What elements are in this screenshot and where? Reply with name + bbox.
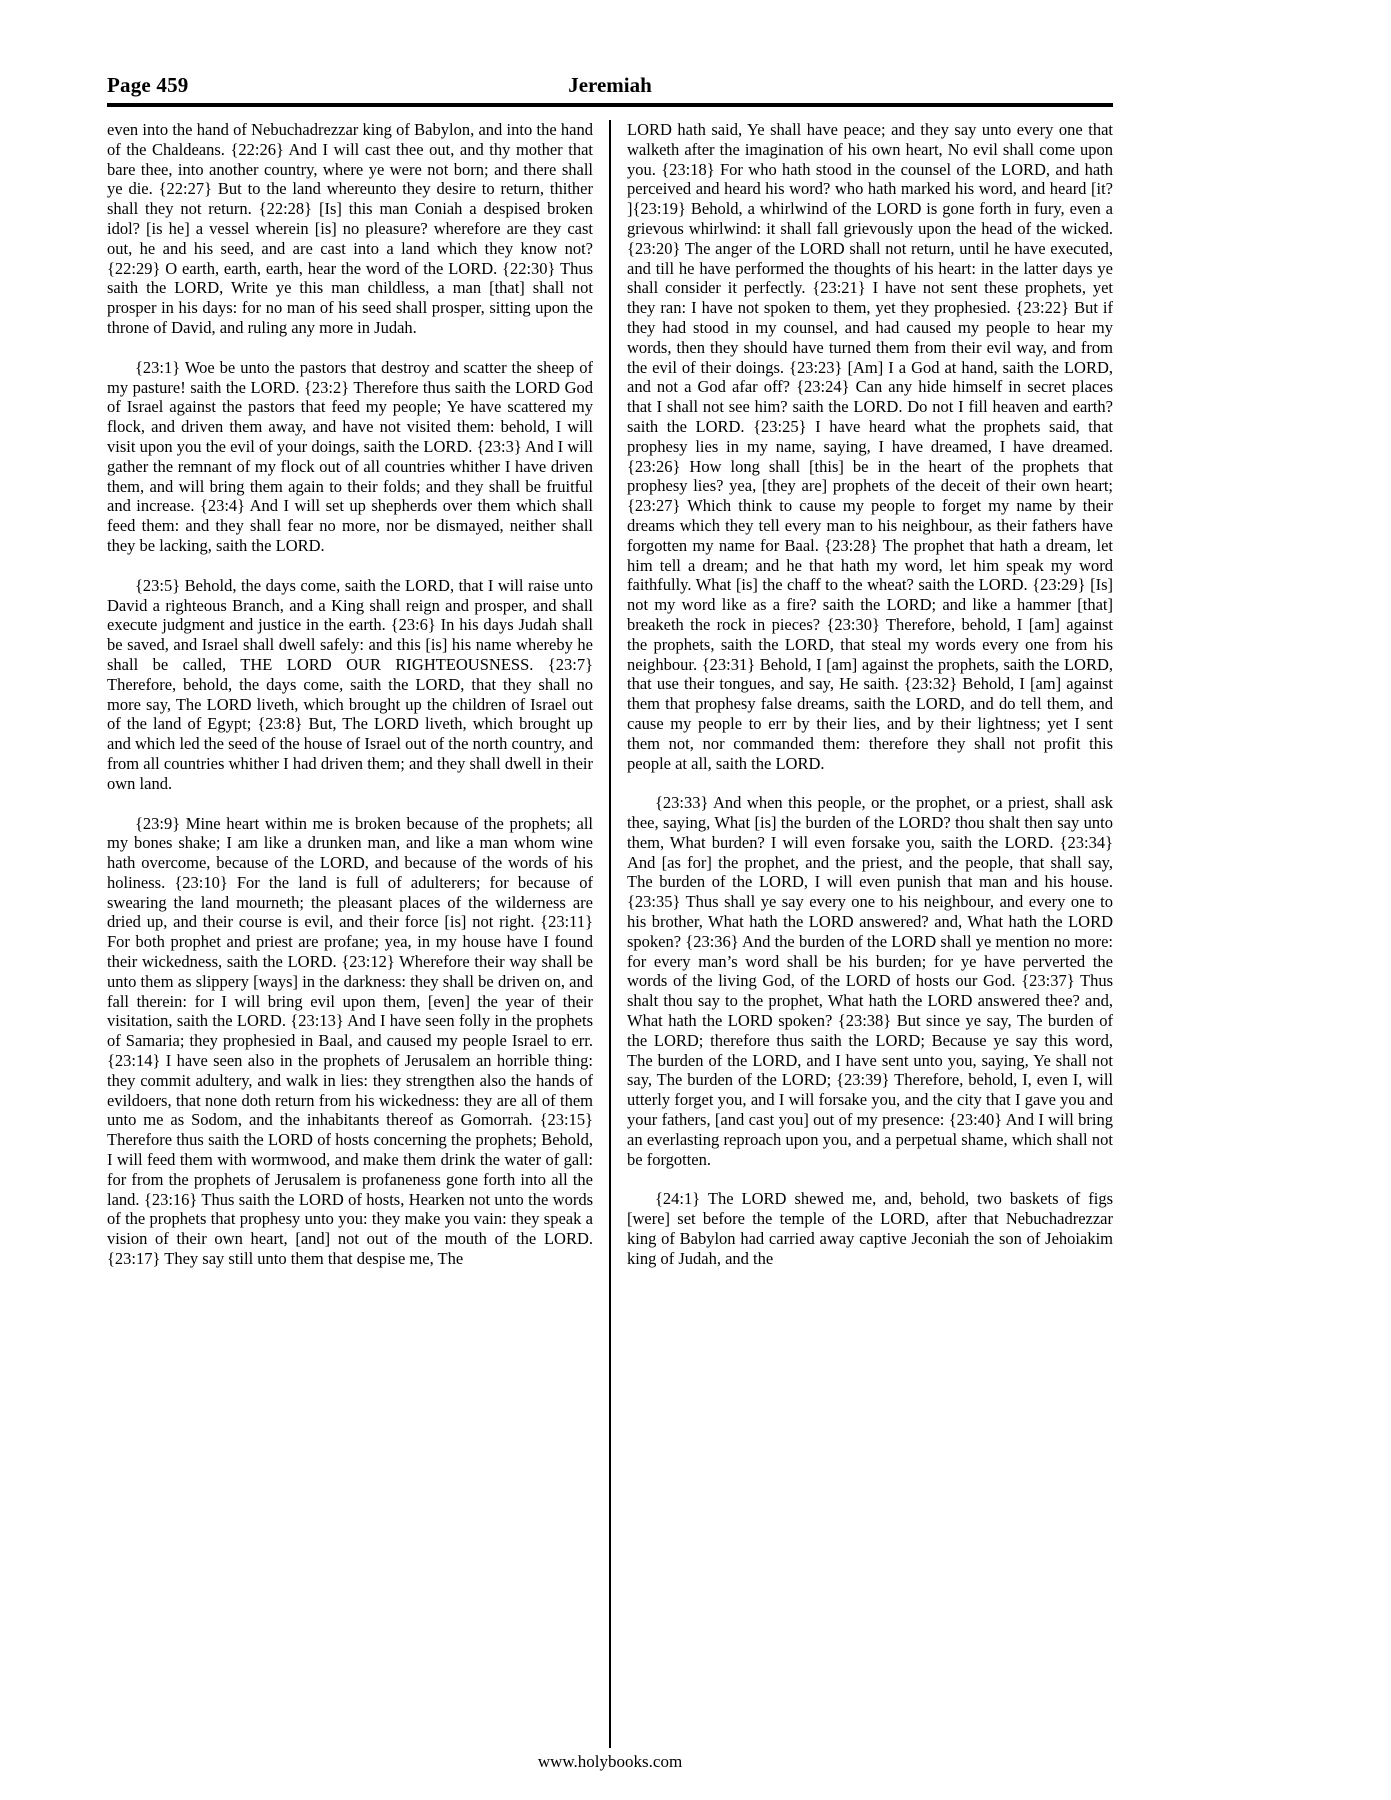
column-divider xyxy=(609,120,611,1748)
scripture-paragraph: LORD hath said, Ye shall have peace; and they say unto every one that walketh after the imagination of his own heart, No evil shall come upon you. {23:18} For who hath stood in the counsel of the LORD, and hath perceived and heard his word? who hath marked his word, and heard [it? ]{23:19} Behold, a whirlwind of the LORD is gone forth in fury, even a grievous whirlwind: it shall fall grievously upon the head of the wicked. {23:20} The anger of the LORD shall not return, until he have executed, and till he have performed the thoughts of his heart: in the latter days ye shall consider it perfectly. {23:21} I have not sent these prophets, yet they ran: I have not spoken to them, yet they prophesied. {23:22} But if they had stood in my counsel, and had caused my people to hear my words, then they should have turned them from their evil way, and from the evil of their doings. {23:23} [Am] I a God at hand, saith the LORD, and not a God afar off? {23:24} Can any hide himself in secret places that I shall not see him? saith the LORD. Do not I fill heaven and earth? saith the LORD. {23:25} I have heard what the prophets said, that prophesy lies in my name, saying, I have dreamed, I have dreamed. {23:26} How long shall [this] be in the heart of the prophets that prophesy lies? yea, [they are] prophets of the deceit of their own heart; {23:27} Which think to cause my people to forget my name by their dreams which they tell every man to his neighbour, as their fathers have forgotten my name for Baal. {23:28} The prophet that hath a dream, let him tell a dream; and he that hath my word, let him speak my word faithfully. What [is] the chaff to the wheat? saith the LORD. {23:29} [Is] not my word like as a fire? saith the LORD; and like a hammer [that] breaketh the rock in pieces? {23:30} Therefore, behold, I [am] against the prophets, saith the LORD, that steal my words every one from his neighbour. {23:31} Behold, I [am] against the prophets, saith the LORD, that use their tongues, and say, He saith. {23:32} Behold, I [am] against them that prophesy false dreams, saith the LORD, and do tell them, and cause my people to err by their lies, and by their lightness; yet I sent them not, nor commanded them: therefore they shall not profit this people at all, saith the LORD. xyxy=(627,120,1113,773)
scripture-paragraph: even into the hand of Nebuchadrezzar king of Babylon, and into the hand of the Chaldeans. {22:26} And I will cast thee out, and thy mother that bare thee, into another country, where ye were not born; and there shall ye die. {22:27} But to the land whereunto they desire to return, thither shall they not return. {22:28} [Is] this man Coniah a despised broken idol? [is he] a vessel wherein [is] no pleasure? wherefore are they cast out, he and his seed, and are cast into a land which they know not? {22:29} O earth, earth, earth, hear the word of the LORD. {22:30} Thus saith the LORD, Write ye this man childless, a man [that] shall not prosper in his days: for no man of his seed shall prosper, sitting upon the throne of David, and ruling any more in Judah. xyxy=(107,120,593,337)
right-column xyxy=(627,120,1113,1748)
scripture-paragraph: {24:1} The LORD shewed me, and, behold, two baskets of figs [were] set before the temple of the LORD, after that Nebuchadrezzar king of Babylon had carried away captive Jeconiah the son of Jehoiakim king of Judah, and the xyxy=(627,1189,1113,1268)
page-number-label: Page 459 xyxy=(107,73,189,97)
book-title: Jeremiah xyxy=(568,73,652,97)
scripture-paragraph: {23:9} Mine heart within me is broken because of the prophets; all my bones shake; I am like a drunken man, and like a man whom wine hath overcome, because of the LORD, and because of the words of his holiness. {23:10} For the land is full of adulterers; for because of swearing the land mourneth; the pleasant places of the wilderness are dried up, and their course is evil, and their force [is] not right. {23:11} For both prophet and priest are profane; yea, in my house have I found their wickedness, saith the LORD. {23:12} Wherefore their way shall be unto them as slippery [ways] in the darkness: they shall be driven on, and fall therein: for I will bring evil upon them, [even] the year of their visitation, saith the LORD. {23:13} And I have seen folly in the prophets of Samaria; they prophesied in Baal, and caused my people Israel to err. {23:14} I have seen also in the prophets of Jerusalem an horrible thing: they commit adultery, and walk in lies: they strengthen also the hands of evildoers, that none doth return from his wickedness: they are all of them unto me as Sodom, and the inhabitants thereof as Gomorrah. {23:15} Therefore thus saith the LORD of hosts concerning the prophets; Behold, I will feed them with wormwood, and make them drink the water of gall: for from the prophets of Jerusalem is profaneness gone forth into all the land. {23:16} Thus saith the LORD of hosts, Hearken not unto the words of the prophets that prophesy unto you: they make you vain: they speak a vision of their own heart, [and] not out of the mouth of the LORD. {23:17} They say still unto them that despise me, The xyxy=(107,813,593,1269)
scripture-columns xyxy=(107,120,1113,1748)
page-header xyxy=(107,72,1113,98)
page-content xyxy=(107,72,1113,1748)
header-rule xyxy=(107,103,1113,107)
page-footer xyxy=(107,1752,1113,1772)
scripture-paragraph: {23:33} And when this people, or the prophet, or a priest, shall ask thee, saying, What [is] the burden of the LORD? thou shalt then say unto them, What burden? I will even forsake you, saith the LORD. {23:34} And [as for] the prophet, and the priest, and the people, that shall say, The burden of the LORD, I will even punish that man and his house. {23:35} Thus shall ye say every one to his neighbour, and every one to his brother, What hath the LORD answered? and, What hath the LORD spoken? {23:36} And the burden of the LORD shall ye mention no more: for every man’s word shall be his burden; for ye have perverted the words of the living God, of the LORD of hosts our God. {23:37} Thus shalt thou say to the prophet, What hath the LORD answered thee? and, What hath the LORD spoken? {23:38} But since ye say, The burden of the LORD; therefore thus saith the LORD; Because ye say this word, The burden of the LORD, and I have sent unto you, saying, Ye shall not say, The burden of the LORD; {23:39} Therefore, behold, I, even I, will utterly forget you, and I will forsake you, and the city that I gave you and your fathers, [and cast you] out of my presence: {23:40} And I will bring an everlasting reproach upon you, and a perpetual shame, which shall not be forgotten. xyxy=(627,793,1113,1169)
scripture-paragraph: {23:5} Behold, the days come, saith the LORD, that I will raise unto David a righteous Branch, and a King shall reign and prosper, and shall execute judgment and justice in the earth. {23:6} In his days Judah shall be saved, and Israel shall dwell safely: and this [is] his name whereby he shall be called, THE LORD OUR RIGHTEOUSNESS. {23:7} Therefore, behold, the days come, saith the LORD, that they shall no more say, The LORD liveth, which brought up the children of Israel out of the land of Egypt; {23:8} But, The LORD liveth, which brought up and which led the seed of the house of Israel out of the north country, and from all countries whither I had driven them; and they shall dwell in their own land. xyxy=(107,575,593,793)
scripture-paragraph: {23:1} Woe be unto the pastors that destroy and scatter the sheep of my pasture! saith the LORD. {23:2} Therefore thus saith the LORD God of Israel against the pastors that feed my people; Ye have scattered my flock, and driven them away, and have not visited them: behold, I will visit upon you the evil of your doings, saith the LORD. {23:3} And I will gather the remnant of my flock out of all countries whither I have driven them, and will bring them again to their folds; and they shall be fruitful and increase. {23:4} And I will set up shepherds over them which shall feed them: and they shall fear no more, nor be dismayed, neither shall they be lacking, saith the LORD. xyxy=(107,357,593,555)
website-url: www.holybooks.com xyxy=(537,1752,683,1771)
left-column xyxy=(107,120,593,1748)
